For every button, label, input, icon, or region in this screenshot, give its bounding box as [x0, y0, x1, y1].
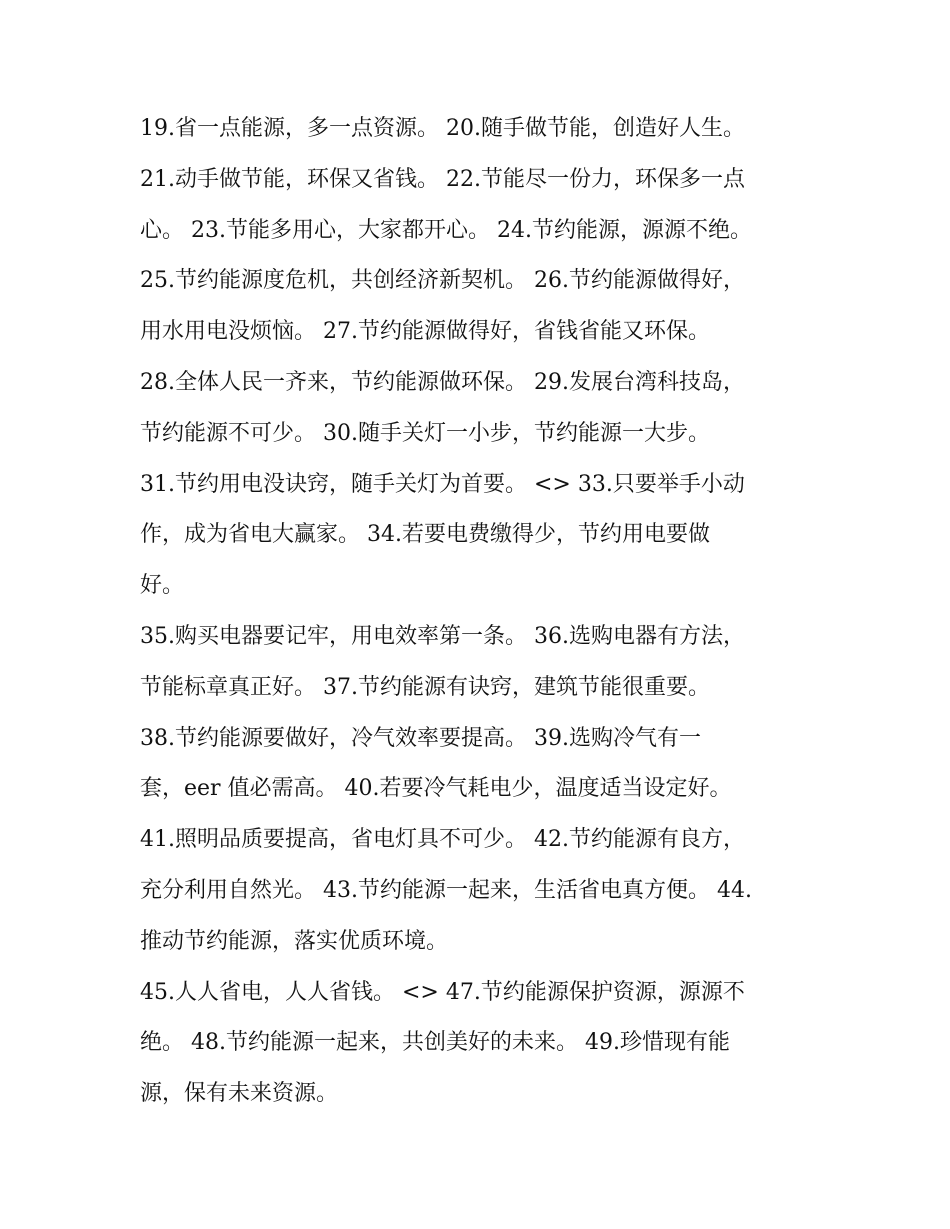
- text-line: 套，eer 值必需高。 40.若要冷气耗电少，温度适当设定好。: [140, 776, 732, 802]
- text-line: 绝。 48.节约能源一起来，共创美好的未来。 49.珍惜现有能: [140, 1030, 730, 1056]
- text-line: 推动节约能源，落实优质环境。: [140, 928, 449, 954]
- text-line: 38.节约能源要做好，冷气效率要提高。 39.选购冷气有一: [140, 725, 701, 751]
- text-line: 19.省一点能源，多一点资源。 20.随手做节能，创造好人生。: [140, 116, 745, 141]
- text-line: 25.节约能源度危机，共创经济新契机。 26.节约能源做得好，: [140, 268, 745, 294]
- text-line: 41.照明品质要提高，省电灯具不可少。 42.节约能源有良方，: [140, 827, 745, 853]
- text-line: 35.购买电器要记牢，用电效率第一条。 36.选购电器有方法，: [140, 623, 745, 649]
- text-line: 28.全体人民一齐来，节约能源做环保。 29.发展台湾科技岛，: [140, 369, 745, 395]
- text-line: 45.人人省电，人人省钱。 <> 47.节约能源保护资源，源源不: [140, 979, 745, 1005]
- text-line: 心。 23.节能多用心，大家都开心。 24.节约能源，源源不绝。: [140, 217, 752, 243]
- text-line: 节能标章真正好。 37.节约能源有诀窍，建筑节能很重要。: [140, 674, 710, 700]
- text-line: 用水用电没烦恼。 27.节约能源做得好，省钱省能又环保。: [140, 319, 710, 345]
- text-line: 31.节约用电没诀窍，随手关灯为首要。 <> 33.只要举手小动: [140, 471, 745, 497]
- text-line: 好。: [140, 573, 185, 599]
- text-line: 作，成为省电大赢家。 34.若要电费缴得少，节约用电要做: [140, 522, 710, 548]
- text-line: 充分利用自然光。 43.节约能源一起来，生活省电真方便。 44.: [140, 877, 752, 903]
- text-line: 源，保有未来资源。: [140, 1081, 339, 1107]
- document-body: [140, 104, 820, 1120]
- text-line: 节约能源不可少。 30.随手关灯一小步，节约能源一大步。: [140, 420, 710, 446]
- text-line: 21.动手做节能，环保又省钱。 22.节能尽一份力，环保多一点: [140, 166, 745, 192]
